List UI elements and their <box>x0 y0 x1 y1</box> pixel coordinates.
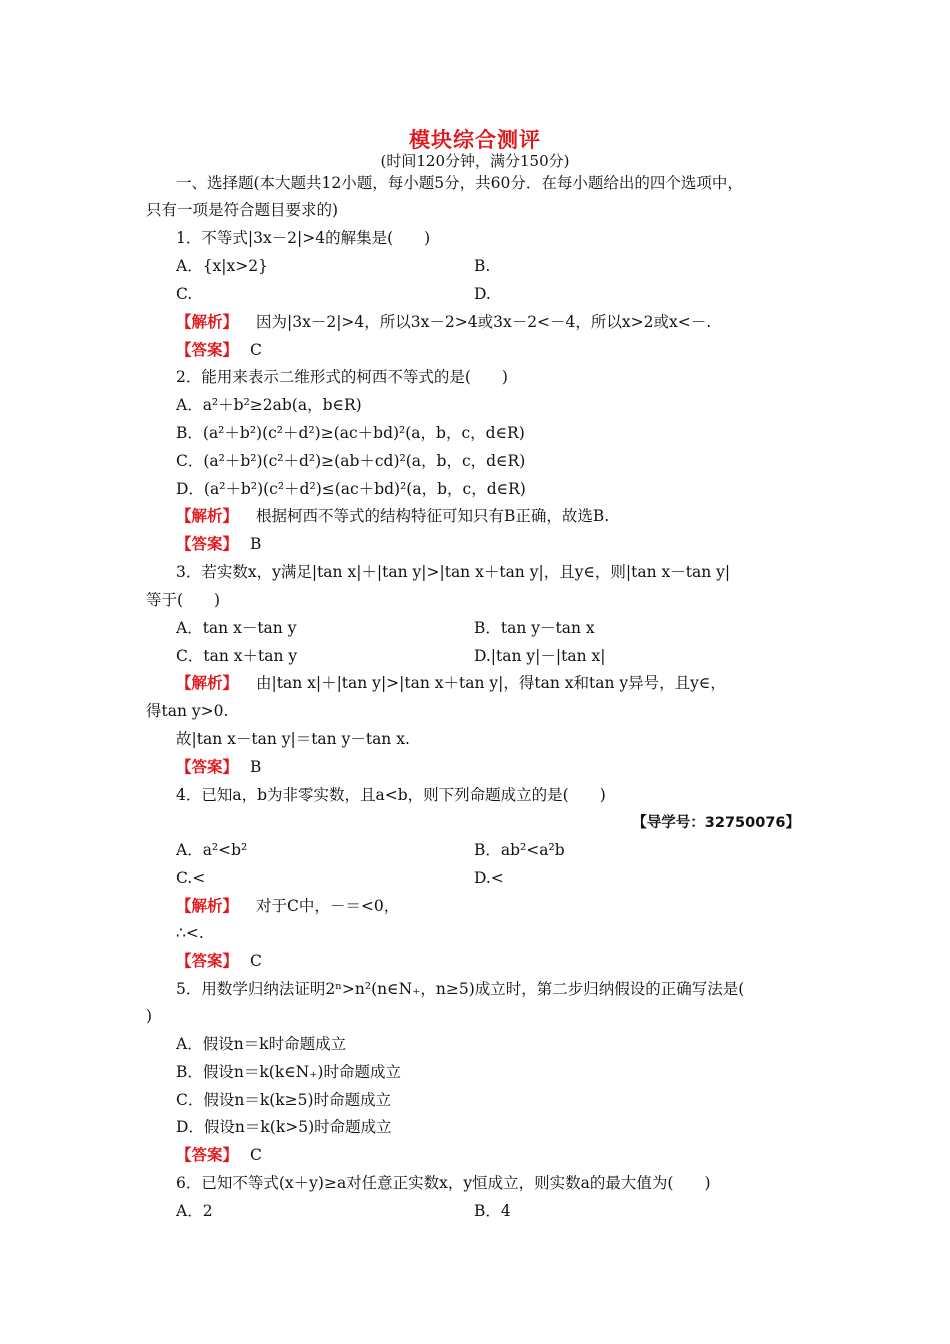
q2-option-d: D．(a²＋b²)(c²＋d²)≤(ac＋bd)²(a，b，c，d∈R) <box>176 480 526 498</box>
q5-option-a: A．假设n＝k时命题成立 <box>176 1035 347 1053</box>
q2-answer-text: B <box>250 535 262 553</box>
q4-analysis-text: 对于C中，－＝<0， <box>256 897 400 915</box>
q4-stem: 4．已知a，b为非零实数，且a<b，则下列命题成立的是( ) <box>176 786 606 804</box>
analysis-tag: 【解析】 <box>176 674 239 692</box>
analysis-tag: 【解析】 <box>176 313 239 331</box>
q4-option-b: B．ab²<a²b <box>474 841 565 859</box>
q6-option-a: A．2 <box>176 1202 213 1220</box>
q4-option-c: C.< <box>176 869 206 887</box>
q3-answer <box>176 757 261 777</box>
q4-answer <box>176 951 262 971</box>
q3-analysis-cont: 得tan y>0. <box>146 702 229 720</box>
q4-answer-text: C <box>250 952 262 970</box>
q4-analysis <box>176 896 399 916</box>
q6-stem: 6．已知不等式(x＋y)≥a对任意正实数x，y恒成立，则实数a的最大值为( ) <box>176 1174 711 1192</box>
analysis-tag: 【解析】 <box>176 897 239 915</box>
q3-analysis-text: 由|tan x|＋|tan y|>|tan x＋tan y|，得tan x和tan y异号，且y∈， <box>256 674 726 692</box>
answer-tag: 【答案】 <box>176 952 239 970</box>
q3-option-a: A．tan x－tan y <box>176 619 297 637</box>
q2-option-c: C．(a²＋b²)(c²＋d²)≥(ab＋cd)²(a，b，c，d∈R) <box>176 452 526 470</box>
q3-option-b: B．tan y－tan x <box>474 619 595 637</box>
q5-stem-cont: ) <box>146 1007 153 1025</box>
q3-answer-text: B <box>250 758 262 776</box>
q2-analysis-text: 根据柯西不等式的结构特征可知只有B正确，故选B. <box>256 507 610 525</box>
q1-answer-text: C <box>250 341 262 359</box>
q1-option-b: B. <box>474 257 491 275</box>
q4-option-d: D.< <box>474 869 504 887</box>
section-intro: 一、选择题(本大题共12小题，每小题5分，共60分．在每小题给出的四个选项中， <box>176 174 743 192</box>
q5-answer <box>176 1145 262 1165</box>
q3-analysis-conclusion: 故|tan x－tan y|＝tan y－tan x. <box>176 730 410 748</box>
q3-analysis <box>176 673 726 693</box>
answer-tag: 【答案】 <box>176 341 239 359</box>
q1-option-c: C. <box>176 285 193 303</box>
answer-tag: 【答案】 <box>176 1146 239 1164</box>
q2-option-b: B．(a²＋b²)(c²＋d²)≥(ac＋bd)²(a，b，c，d∈R) <box>176 424 525 442</box>
q2-analysis <box>176 506 609 526</box>
q3-option-c: C．tan x＋tan y <box>176 647 298 665</box>
page-subtitle: (时间120分钟，满分150分) <box>380 152 570 170</box>
analysis-tag: 【解析】 <box>176 507 239 525</box>
q4-guide-number: 【导学号：32750076】 <box>632 815 800 831</box>
q1-analysis <box>176 312 711 332</box>
q3-stem-cont: 等于( ) <box>146 591 221 609</box>
q6-option-b: B．4 <box>474 1202 511 1220</box>
q3-option-d: D.|tan y|－|tan x| <box>474 647 606 665</box>
q3-stem: 3．若实数x，y满足|tan x|＋|tan y|>|tan x＋tan y|，且y∈，则|tan x－tan y| <box>176 563 731 581</box>
q2-option-a: A．a²＋b²≥2ab(a，b∈R) <box>176 396 362 414</box>
q4-option-a: A．a²<b² <box>176 841 248 859</box>
q1-option-d: D. <box>474 285 491 303</box>
q5-option-c: C．假设n＝k(k≥5)时命题成立 <box>176 1091 392 1109</box>
q1-option-a: A．{x|x>2} <box>176 257 268 275</box>
q4-analysis-conclusion: ∴<. <box>176 924 204 942</box>
q2-answer <box>176 534 261 554</box>
q2-stem: 2．能用来表示二维形式的柯西不等式的是( ) <box>176 368 508 386</box>
q5-option-d: D．假设n＝k(k>5)时命题成立 <box>176 1118 392 1136</box>
q1-answer <box>176 340 262 360</box>
q1-stem: 1．不等式|3x－2|>4的解集是( ) <box>176 229 431 247</box>
page-title: 模块综合测评 <box>409 128 541 152</box>
q5-stem: 5．用数学归纳法证明2ⁿ>n²(n∈N₊，n≥5)成立时，第二步归纳假设的正确写法是( <box>176 980 745 998</box>
answer-tag: 【答案】 <box>176 758 239 776</box>
q1-analysis-text: 因为|3x－2|>4，所以3x－2>4或3x－2<－4，所以x>2或x<－. <box>256 313 712 331</box>
section-intro-cont: 只有一项是符合题目要求的) <box>146 201 339 219</box>
q5-option-b: B．假设n＝k(k∈N₊)时命题成立 <box>176 1063 401 1081</box>
q5-answer-text: C <box>250 1146 262 1164</box>
answer-tag: 【答案】 <box>176 535 239 553</box>
